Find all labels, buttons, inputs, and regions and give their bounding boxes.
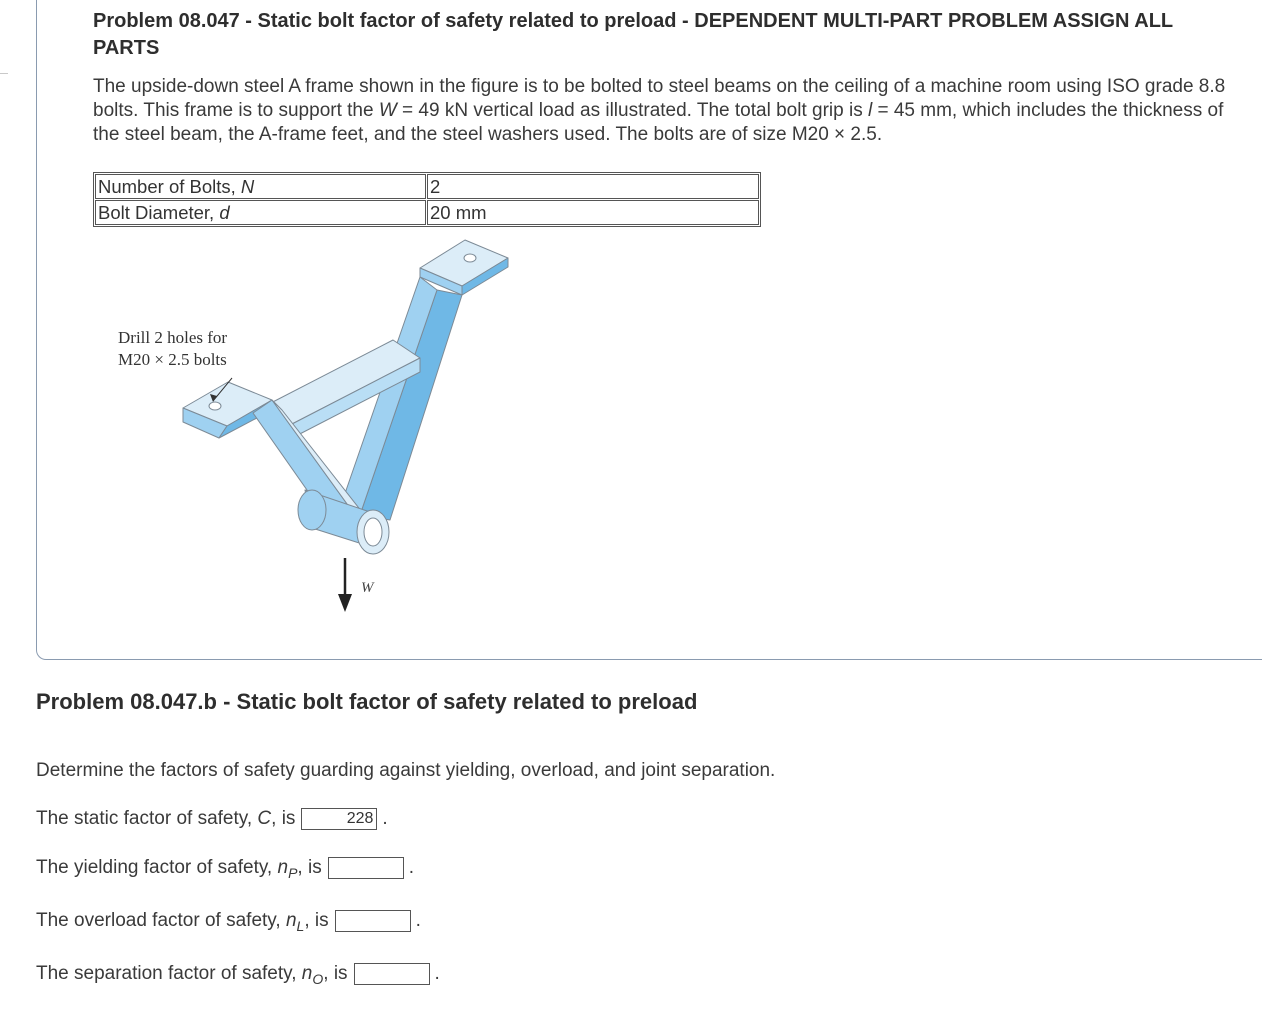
question-static-fos: The static factor of safety, C, is 228 .	[36, 808, 388, 830]
static-fos-input[interactable]: 228	[301, 808, 377, 830]
left-bolt-hole-icon	[209, 402, 221, 410]
hub-bore	[364, 518, 382, 546]
part-b-title: Problem 08.047.b - Static bolt factor of safety related to preload	[36, 689, 698, 714]
desc-part-2: = 49 kN vertical load as illustrated. The total bolt grip is	[396, 100, 868, 121]
load-label: W	[361, 580, 374, 596]
grip-symbol: l	[867, 100, 873, 121]
given-values-table	[93, 172, 761, 227]
symbol-np: $n_P$	[277, 857, 298, 881]
overload-fos-input[interactable]	[335, 910, 411, 932]
separation-fos-input[interactable]	[354, 963, 430, 985]
load-symbol: W	[378, 100, 397, 121]
question-separation-fos: The separation factor of safety, $n_O$, is .	[36, 963, 440, 987]
symbol-c: C	[257, 808, 272, 830]
right-bolt-hole-icon	[464, 254, 476, 262]
hub-back-end	[298, 490, 326, 530]
question-overload-fos: The overload factor of safety, $n_L$, is .	[36, 910, 421, 934]
a-frame-figure	[110, 230, 530, 630]
symbol-no: $n_O$	[301, 963, 324, 987]
load-arrow-icon	[338, 594, 352, 612]
table-row	[95, 174, 759, 199]
problem-title: Problem 08.047 - Static bolt factor of safety related to preload - DEPENDENT MULTI-PART PROBLEM ASSIGN ALL PARTS	[93, 10, 1173, 59]
callout-text-line-2: M20 × 2.5 bolts	[118, 350, 227, 369]
question-yielding-fos: The yielding factor of safety, $n_P$, is .	[36, 857, 414, 881]
table-row	[95, 200, 759, 225]
yielding-fos-input[interactable]	[328, 857, 404, 879]
table-cell-value: 2	[427, 174, 759, 199]
symbol-n: N	[240, 176, 255, 197]
page-edge-divider	[0, 73, 8, 74]
table-cell-label: Number of Bolts, N	[95, 174, 426, 199]
symbol-d: d	[219, 202, 230, 223]
table-cell-label: Bolt Diameter, d	[95, 200, 426, 225]
symbol-nl: $n_L$	[285, 910, 305, 934]
desc-part-1: The upside-down steel A frame shown in the figure is to be bolted to steel beams on the ceiling of a machine room using ISO grade 8.8 bolts. This frame is to support the	[93, 76, 1226, 121]
desc-part-3: = 45 mm, which includes the thickness of the steel beam, the A-frame feet, and the steel washers used. The bolts are of size M20 × 2.5.	[93, 100, 1224, 145]
callout-text-line-1: Drill 2 holes for	[118, 328, 228, 347]
problem-description	[93, 75, 1233, 147]
table-cell-value: 20 mm	[427, 200, 759, 225]
part-b-instruction: Determine the factors of safety guarding against yielding, overload, and joint separation.	[36, 760, 776, 781]
